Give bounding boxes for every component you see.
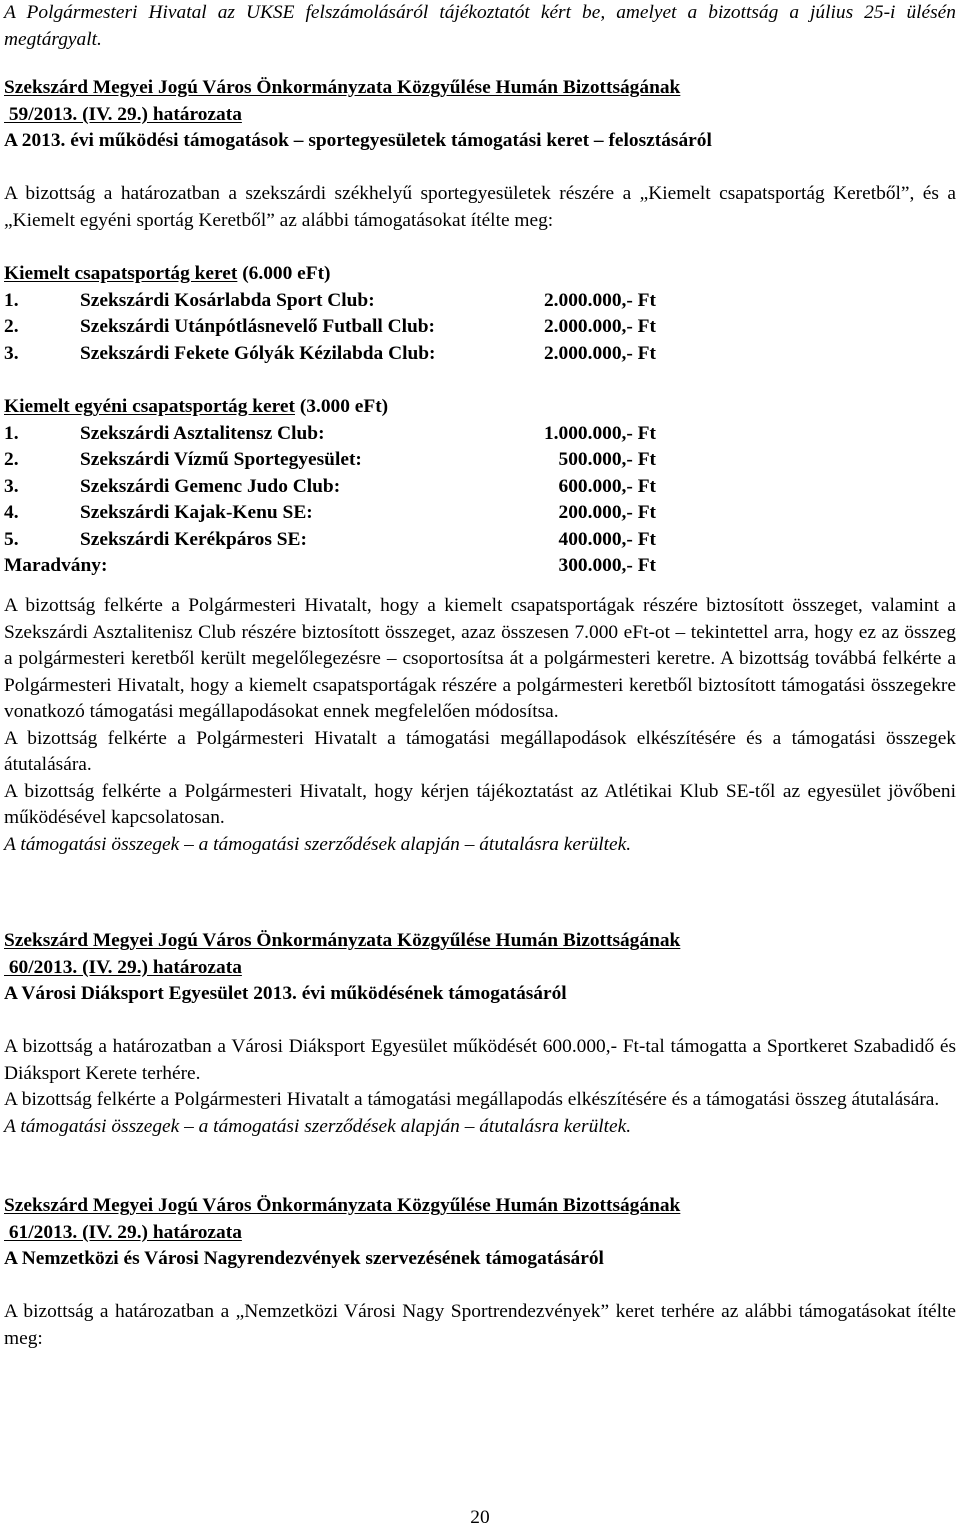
team-sports-heading: Kiemelt csapatsportág keret (6.000 eFt) bbox=[4, 263, 331, 284]
resolution-59-text: A bizottság a határozatban a szekszárdi székhelyű sportegyesületek részére a „Kiemelt csapatsportág Keretből”, és a „Kiemelt egyéni sportág Keretből” az alábbi támogatásokat ítélte meg: bbox=[4, 183, 956, 231]
individual-club-name: Szekszárdi Asztalitensz Club: bbox=[80, 422, 325, 444]
individual-club-name: Szekszárdi Kajak-Kenu SE: bbox=[80, 502, 313, 523]
individual-row bbox=[4, 527, 956, 554]
resolution-60-header bbox=[4, 928, 956, 1008]
resolution-59-header bbox=[4, 75, 956, 155]
resolution-61-body: Szekszárd Megyei Jogú Város Önkormányzata Közgyűlése Humán Bizottságának bbox=[4, 1195, 681, 1216]
resolution-59-paragraphs bbox=[4, 593, 956, 858]
individual-sports-list bbox=[4, 421, 956, 554]
resolution-60-paragraphs bbox=[4, 1034, 956, 1140]
resolution-59-number: 59/2013. (IV. 29.) határozata bbox=[4, 103, 242, 125]
individual-club-name: Szekszárdi Kerékpáros SE: bbox=[80, 528, 307, 550]
resolution-59-body: Szekszárd Megyei Jogú Város Önkormányzata Közgyűlése Humán Bizottságának bbox=[4, 77, 681, 98]
team-sports-list bbox=[4, 288, 956, 368]
individual-sports-heading: Kiemelt egyéni csapatsportág keret (3.000 eFt) bbox=[4, 396, 389, 417]
resolution-60-para-1: A bizottság a határozatban a Városi Diáksport Egyesület működését 600.000,- Ft-tal támogatta a Sportkeret Szabadidő és Diáksport Kerete terhére. bbox=[4, 1036, 956, 1084]
resolution-59-para-1: A bizottság felkérte a Polgármesteri Hivatalt, hogy a kiemelt csapatsportágak részére biztosított összeget, valamint a Szekszárdi Asztalitenisz Club részére biztosított összeget, azaz összesen 7.000 eFt-ot – tekintettel arra, hogy ez az összeg a polgármesteri keretből került megelőlegezésre – csoportosítsa át a polgármesteri keretre. A bizottság továbbá felkérte a Polgármesteri Hivatalt, hogy a kiemelt csapatsportágak részére a polgármesteri keretből biztosított támogatási összegekre vonatkozó támogatási megállapodásokat ennek megfelelően módosítsa. bbox=[4, 595, 956, 722]
team-amount: 2.000.000,- Ft bbox=[543, 289, 656, 311]
remainder-label: Maradvány: bbox=[4, 555, 108, 576]
team-club-name: Szekszárdi Utánpótlásnevelő Futball Club: bbox=[80, 316, 435, 337]
resolution-61-para-1: A bizottság a határozatban a „Nemzetközi Városi Nagy Sportrendezvények” keret terhére az alábbi támogatásokat ítélte meg: bbox=[4, 1301, 956, 1349]
individual-item-number: 1. bbox=[4, 422, 19, 444]
individual-amount: 200.000,- Ft bbox=[558, 502, 656, 523]
resolution-60-number: 60/2013. (IV. 29.) határozata bbox=[4, 956, 242, 978]
individual-amount: 400.000,- Ft bbox=[558, 528, 656, 550]
individual-item-number: 4. bbox=[4, 502, 19, 523]
team-row bbox=[4, 314, 956, 341]
team-club-name: Szekszárdi Fekete Gólyák Kézilabda Club: bbox=[80, 342, 436, 364]
team-amount: 2.000.000,- Ft bbox=[543, 316, 656, 337]
resolution-61-number: 61/2013. (IV. 29.) határozata bbox=[4, 1221, 242, 1243]
individual-row bbox=[4, 447, 956, 474]
team-club-name: Szekszárdi Kosárlabda Sport Club: bbox=[80, 289, 375, 311]
team-amount: 2.000.000,- Ft bbox=[543, 342, 656, 364]
remainder-row bbox=[4, 553, 956, 580]
individual-sports-section bbox=[4, 394, 956, 580]
resolution-61-header bbox=[4, 1193, 956, 1273]
individual-amount: 500.000,- Ft bbox=[558, 449, 656, 470]
resolution-60-para-2: A bizottság felkérte a Polgármesteri Hivatalt a támogatási megállapodás elkészítésére és a támogatási összeg átutalására. bbox=[4, 1089, 940, 1110]
individual-item-number: 2. bbox=[4, 449, 19, 470]
team-item-number: 1. bbox=[4, 289, 19, 311]
individual-item-number: 5. bbox=[4, 528, 19, 550]
team-item-number: 3. bbox=[4, 342, 19, 364]
resolution-61-subject: A Nemzetközi és Városi Nagyrendezvények szervezésének támogatásáról bbox=[4, 1248, 604, 1269]
resolution-59-para-3: A bizottság felkérte a Polgármesteri Hivatalt, hogy kérjen tájékoztatást az Atlétikai Klub SE-től az egyesület jövőbeni működésével kapcsolatosan. bbox=[4, 780, 956, 828]
individual-club-name: Szekszárdi Vízmű Sportegyesület: bbox=[80, 449, 362, 470]
team-row bbox=[4, 341, 956, 368]
individual-amount: 600.000,- Ft bbox=[558, 475, 656, 497]
individual-club-name: Szekszárdi Gemenc Judo Club: bbox=[80, 475, 341, 497]
resolution-60-body: Szekszárd Megyei Jogú Város Önkormányzata Közgyűlése Humán Bizottságának bbox=[4, 930, 681, 951]
individual-row bbox=[4, 500, 956, 527]
intro-paragraph: A Polgármesteri Hivatal az UKSE felszámolásáról tájékoztatót kért be, amelyet a bizottság a július 25-i ülésén megtárgyalt. bbox=[4, 2, 956, 50]
team-item-number: 2. bbox=[4, 316, 19, 337]
team-row bbox=[4, 288, 956, 315]
resolution-59-note: A támogatási összegek – a támogatási szerződések alapján – átutalásra kerültek. bbox=[4, 833, 632, 855]
individual-amount: 1.000.000,- Ft bbox=[543, 422, 656, 444]
resolution-59-para-2: A bizottság felkérte a Polgármesteri Hivatalt a támogatási megállapodások elkészítésére és a támogatási összegek átutalására. bbox=[4, 727, 956, 775]
team-sports-section bbox=[4, 261, 956, 367]
individual-item-number: 3. bbox=[4, 475, 19, 497]
resolution-60-note: A támogatási összegek – a támogatási szerződések alapján – átutalásra kerültek. bbox=[4, 1115, 632, 1137]
individual-row bbox=[4, 474, 956, 501]
individual-row bbox=[4, 421, 956, 448]
page-number: 20 bbox=[470, 1507, 490, 1528]
resolution-60-subject: A Városi Diáksport Egyesület 2013. évi működésének támogatásáról bbox=[4, 983, 567, 1004]
remainder-amount: 300.000,- Ft bbox=[558, 555, 656, 576]
resolution-59-subject: A 2013. évi működési támogatások – sportegyesületek támogatási keret – felosztásáról bbox=[4, 130, 712, 151]
